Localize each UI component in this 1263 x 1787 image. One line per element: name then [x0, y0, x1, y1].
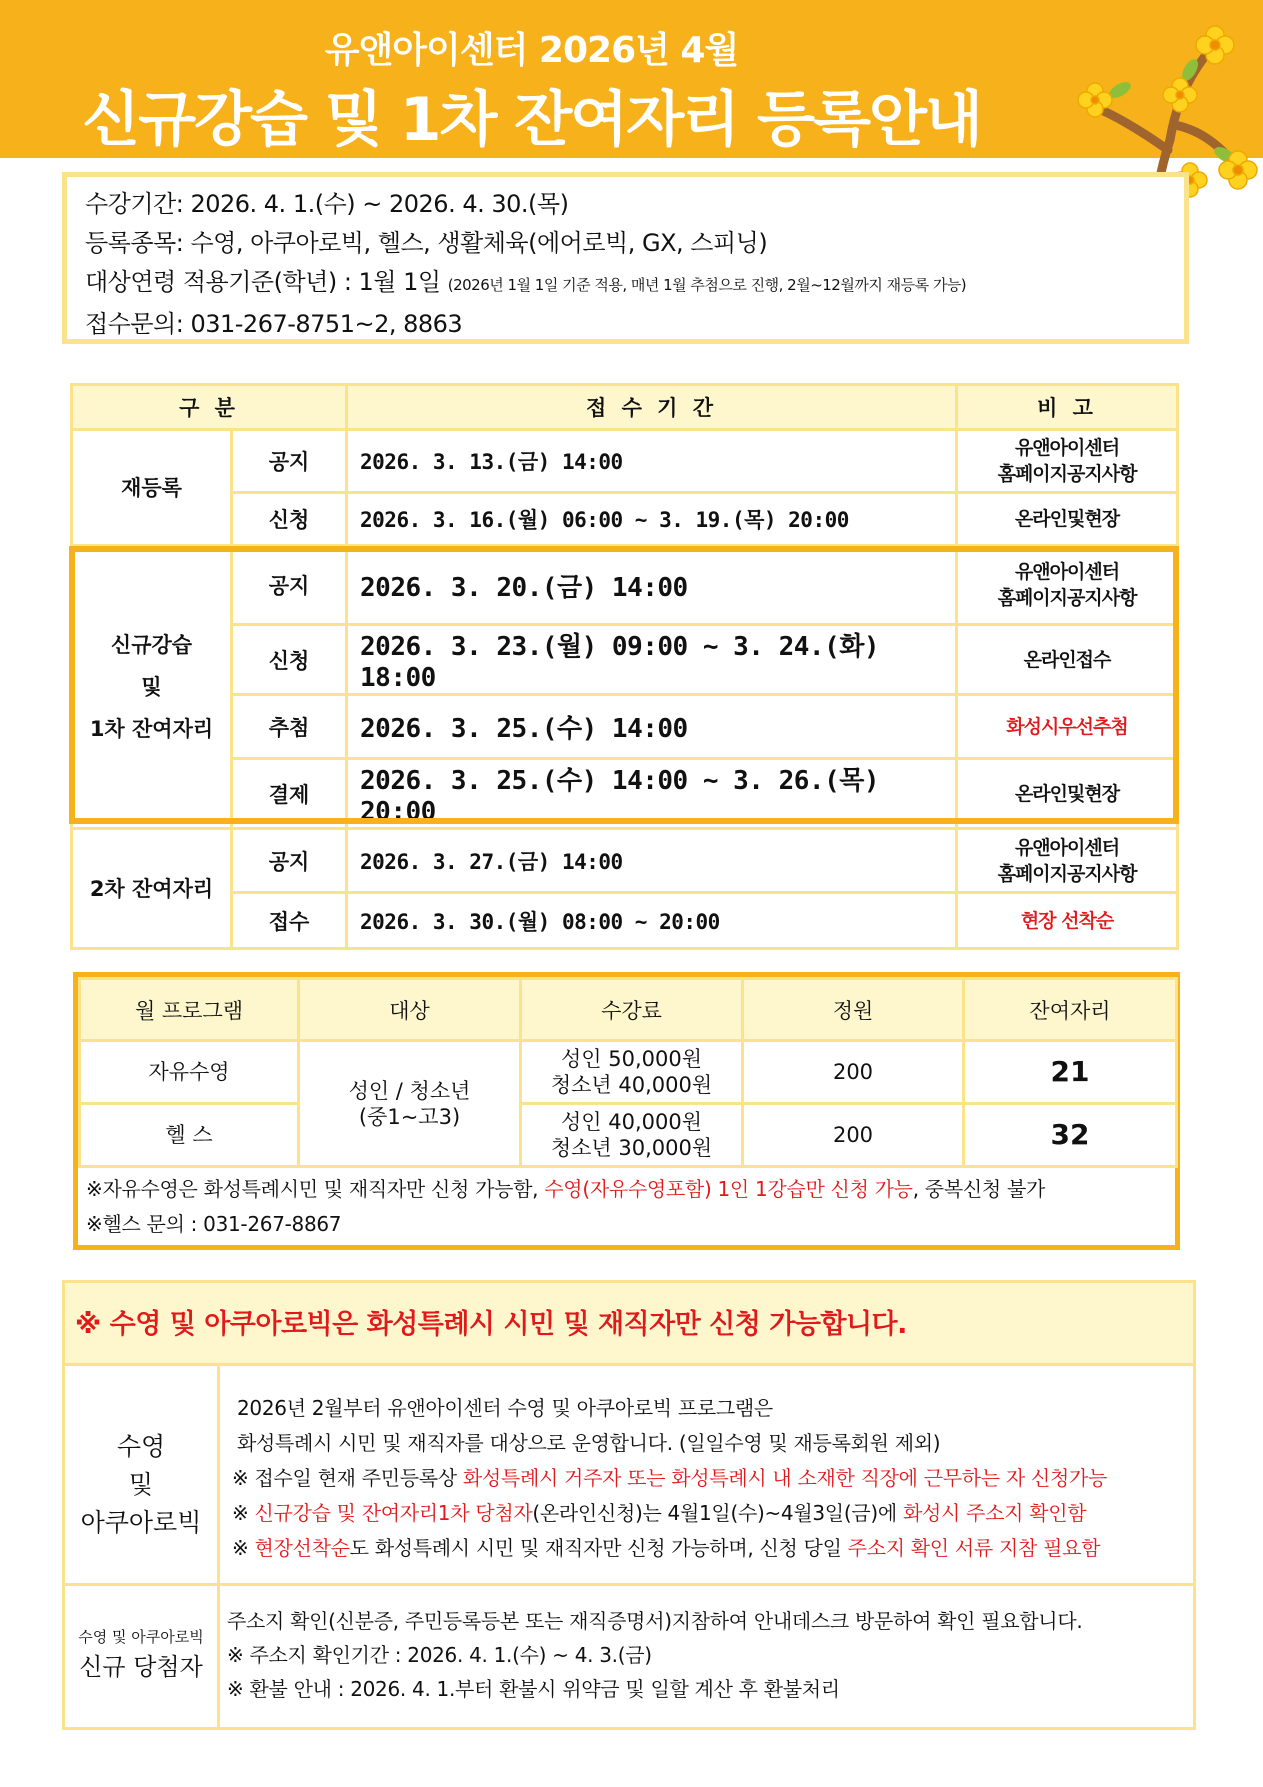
info-age-main: 대상연령 적용기준(학년) : 1월 1일 — [85, 268, 448, 296]
program-table — [78, 977, 1178, 1168]
info-age — [85, 263, 1166, 305]
program-capacity: 200 — [743, 1041, 964, 1104]
notice-line — [232, 1531, 1107, 1566]
note-text: ※자유수영은 화성특례시민 및 재직자만 신청 가능함, — [86, 1177, 545, 1201]
info-age-note: (2026년 1월 1일 기준 적용, 매년 1월 추첨으로 진행, 2월~12월까지 재등록 가능) — [447, 276, 967, 294]
schedule-label: 공지 — [232, 430, 347, 493]
header-subtitle: 유앤아이센터 2026년 4월 — [324, 30, 739, 71]
header-title: 신규강습 및 1차 잔여자리 등록안내 — [82, 85, 981, 155]
program-target — [299, 1041, 521, 1167]
program-name: 자유수영 — [80, 1041, 299, 1104]
program-box — [73, 972, 1180, 1250]
schedule-period: 2026. 3. 27.(금) 14:00 — [347, 829, 957, 893]
fee-line: 성인 40,000원 — [560, 1110, 702, 1134]
notice-heading: ※ 수영 및 아쿠아로빅은 화성특례시 시민 및 재직자만 신청 가능합니다. — [65, 1283, 1193, 1366]
table-row — [72, 695, 1178, 759]
schedule-label: 접수 — [232, 893, 347, 949]
label-small: 수영 및 아쿠아로빅 — [78, 1628, 204, 1646]
schedule-header-period: 접 수 기 간 — [347, 385, 957, 430]
fee-line: 청소년 30,000원 — [550, 1136, 713, 1160]
line-text-highlight: 신규강습 및 잔여자리1차 당첨자 — [254, 1501, 533, 1525]
category-line: 신규강습 — [110, 633, 193, 657]
schedule-label: 신청 — [232, 625, 347, 695]
schedule-note: 온라인및현장 — [957, 493, 1178, 546]
schedule-note — [957, 546, 1178, 625]
fee-line: 성인 50,000원 — [560, 1047, 702, 1071]
schedule-note — [957, 430, 1178, 493]
schedule-period: 2026. 3. 20.(금) 14:00 — [347, 546, 957, 625]
fee-line: 청소년 40,000원 — [550, 1073, 713, 1097]
schedule-label: 결제 — [232, 759, 347, 829]
info-box — [62, 172, 1189, 344]
notice-line: 주소지 확인(신분증, 주민등록등본 또는 재직증명서)지참하여 안내데스크 방문하여 확인 필요합니다. — [227, 1609, 1083, 1633]
notice-section-label — [65, 1586, 220, 1727]
schedule-label: 공지 — [232, 829, 347, 893]
schedule-label: 공지 — [232, 546, 347, 625]
note-text: , 중복신청 불가 — [912, 1177, 1045, 1201]
note-line: 유앤아이센터 — [1014, 836, 1120, 859]
table-row — [72, 625, 1178, 695]
notice-section-label — [65, 1366, 220, 1583]
notice-line: 화성특례시 시민 및 재직자를 대상으로 운영합니다. (일일수영 및 재등록회원 제외) — [237, 1431, 941, 1455]
line-text: ※ — [232, 1536, 255, 1560]
table-row — [80, 1041, 1177, 1104]
schedule-label: 신청 — [232, 493, 347, 546]
notice-section-swimming — [65, 1366, 1193, 1586]
info-types: 등록종목: 수영, 아쿠아로빅, 헬스, 생활체육(에어로빅, GX, 스피닝) — [85, 229, 768, 257]
schedule-period: 2026. 3. 13.(금) 14:00 — [347, 430, 957, 493]
program-header: 수강료 — [521, 979, 743, 1041]
category-line: 1차 잔여자리 — [89, 717, 214, 741]
info-contact: 접수문의: 031-267-8751~2, 8863 — [85, 310, 463, 338]
line-text: ※ 접수일 현재 주민등록상 — [232, 1466, 463, 1490]
schedule-category: 2차 잔여자리 — [72, 829, 232, 949]
note-line: 홈페이지공지사항 — [997, 587, 1137, 609]
note-text-highlight: 수영(자유수영포함) 1인 1강습만 신청 가능 — [544, 1177, 913, 1201]
target-line: 성인 / 청소년 — [348, 1078, 471, 1103]
notice-section-body — [227, 1604, 1082, 1706]
label-line: 수영 — [116, 1432, 166, 1461]
notice-box — [62, 1280, 1196, 1730]
program-header: 잔여자리 — [964, 979, 1177, 1041]
notice-line: ※ 주소지 확인기간 : 2026. 4. 1.(수) ~ 4. 3.(금) — [227, 1643, 652, 1667]
line-text: (온라인신청)는 4월1일(수)~4월3일(금)에 — [532, 1501, 903, 1525]
schedule-period: 2026. 3. 25.(수) 14:00 ~ 3. 26.(목) 20:00 — [347, 759, 957, 829]
target-line: (중1~고3) — [358, 1104, 461, 1129]
schedule-period: 2026. 3. 16.(월) 06:00 ~ 3. 19.(목) 20:00 — [347, 493, 957, 546]
program-note-1 — [86, 1172, 1045, 1207]
notice-line — [232, 1496, 1107, 1531]
note-line: 유앤아이센터 — [1014, 561, 1120, 583]
notice-section-body — [232, 1391, 1107, 1566]
schedule-table — [70, 383, 1179, 950]
schedule-note: 화성시우선추첨 — [957, 695, 1178, 759]
program-name: 헬 스 — [80, 1104, 299, 1167]
note-line: 홈페이지공지사항 — [997, 463, 1137, 485]
line-text-highlight: 현장선착순 — [254, 1536, 350, 1560]
schedule-note — [957, 829, 1178, 893]
notice-line: 2026년 2월부터 유앤아이센터 수영 및 아쿠아로빅 프로그램은 — [237, 1396, 773, 1420]
program-fee — [521, 1104, 743, 1167]
notice-line — [232, 1461, 1107, 1496]
table-row — [72, 493, 1178, 546]
table-row — [72, 893, 1178, 949]
label-line: 및 — [128, 1470, 154, 1499]
schedule-note: 온라인접수 — [957, 625, 1178, 695]
program-remaining: 21 — [964, 1041, 1177, 1104]
notice-section-new-winners — [65, 1586, 1193, 1727]
program-header: 대상 — [299, 979, 521, 1041]
line-text: ※ — [232, 1501, 255, 1525]
line-text-highlight: 화성시 주소지 확인함 — [902, 1501, 1087, 1525]
program-notes — [86, 1172, 1045, 1242]
program-fee — [521, 1041, 743, 1104]
label-big: 신규 당첨자 — [79, 1653, 203, 1681]
table-row — [72, 546, 1178, 625]
schedule-label: 추첨 — [232, 695, 347, 759]
table-row — [72, 829, 1178, 893]
program-header-row — [80, 979, 1177, 1041]
schedule-period: 2026. 3. 30.(월) 08:00 ~ 20:00 — [347, 893, 957, 949]
notice-line: ※ 환불 안내 : 2026. 4. 1.부터 환불시 위약금 및 일할 계산 후 환불처리 — [227, 1677, 840, 1701]
line-text: 도 화성특례시 시민 및 재직자만 신청 가능하며, 신청 당일 — [349, 1536, 848, 1560]
category-line: 및 — [141, 675, 162, 699]
schedule-category — [72, 546, 232, 829]
schedule-period: 2026. 3. 25.(수) 14:00 — [347, 695, 957, 759]
label-line: 아쿠아로빅 — [80, 1508, 202, 1537]
info-period: 수강기간: 2026. 4. 1.(수) ~ 2026. 4. 30.(목) — [85, 190, 569, 218]
table-row — [72, 430, 1178, 493]
schedule-header-note: 비 고 — [957, 385, 1178, 430]
schedule-category: 재등록 — [72, 430, 232, 546]
program-note-2: ※헬스 문의 : 031-267-8867 — [86, 1212, 342, 1236]
schedule-header-category: 구 분 — [72, 385, 347, 430]
schedule-note: 온라인및현장 — [957, 759, 1178, 829]
program-header: 월 프로그램 — [80, 979, 299, 1041]
schedule-period: 2026. 3. 23.(월) 09:00 ~ 3. 24.(화) 18:00 — [347, 625, 957, 695]
line-text-highlight: 화성특례시 거주자 또는 화성특례시 내 소재한 직장에 근무하는 자 신청가능 — [462, 1466, 1108, 1490]
table-row — [80, 1104, 1177, 1167]
note-line: 홈페이지공지사항 — [997, 862, 1137, 885]
note-line: 유앤아이센터 — [1014, 437, 1120, 459]
table-row — [72, 759, 1178, 829]
line-text-highlight: 주소지 확인 서류 지참 필요함 — [847, 1536, 1101, 1560]
program-header: 정원 — [743, 979, 964, 1041]
schedule-note: 현장 선착순 — [957, 893, 1178, 949]
schedule-header-row — [72, 385, 1178, 430]
program-remaining: 32 — [964, 1104, 1177, 1167]
program-capacity: 200 — [743, 1104, 964, 1167]
